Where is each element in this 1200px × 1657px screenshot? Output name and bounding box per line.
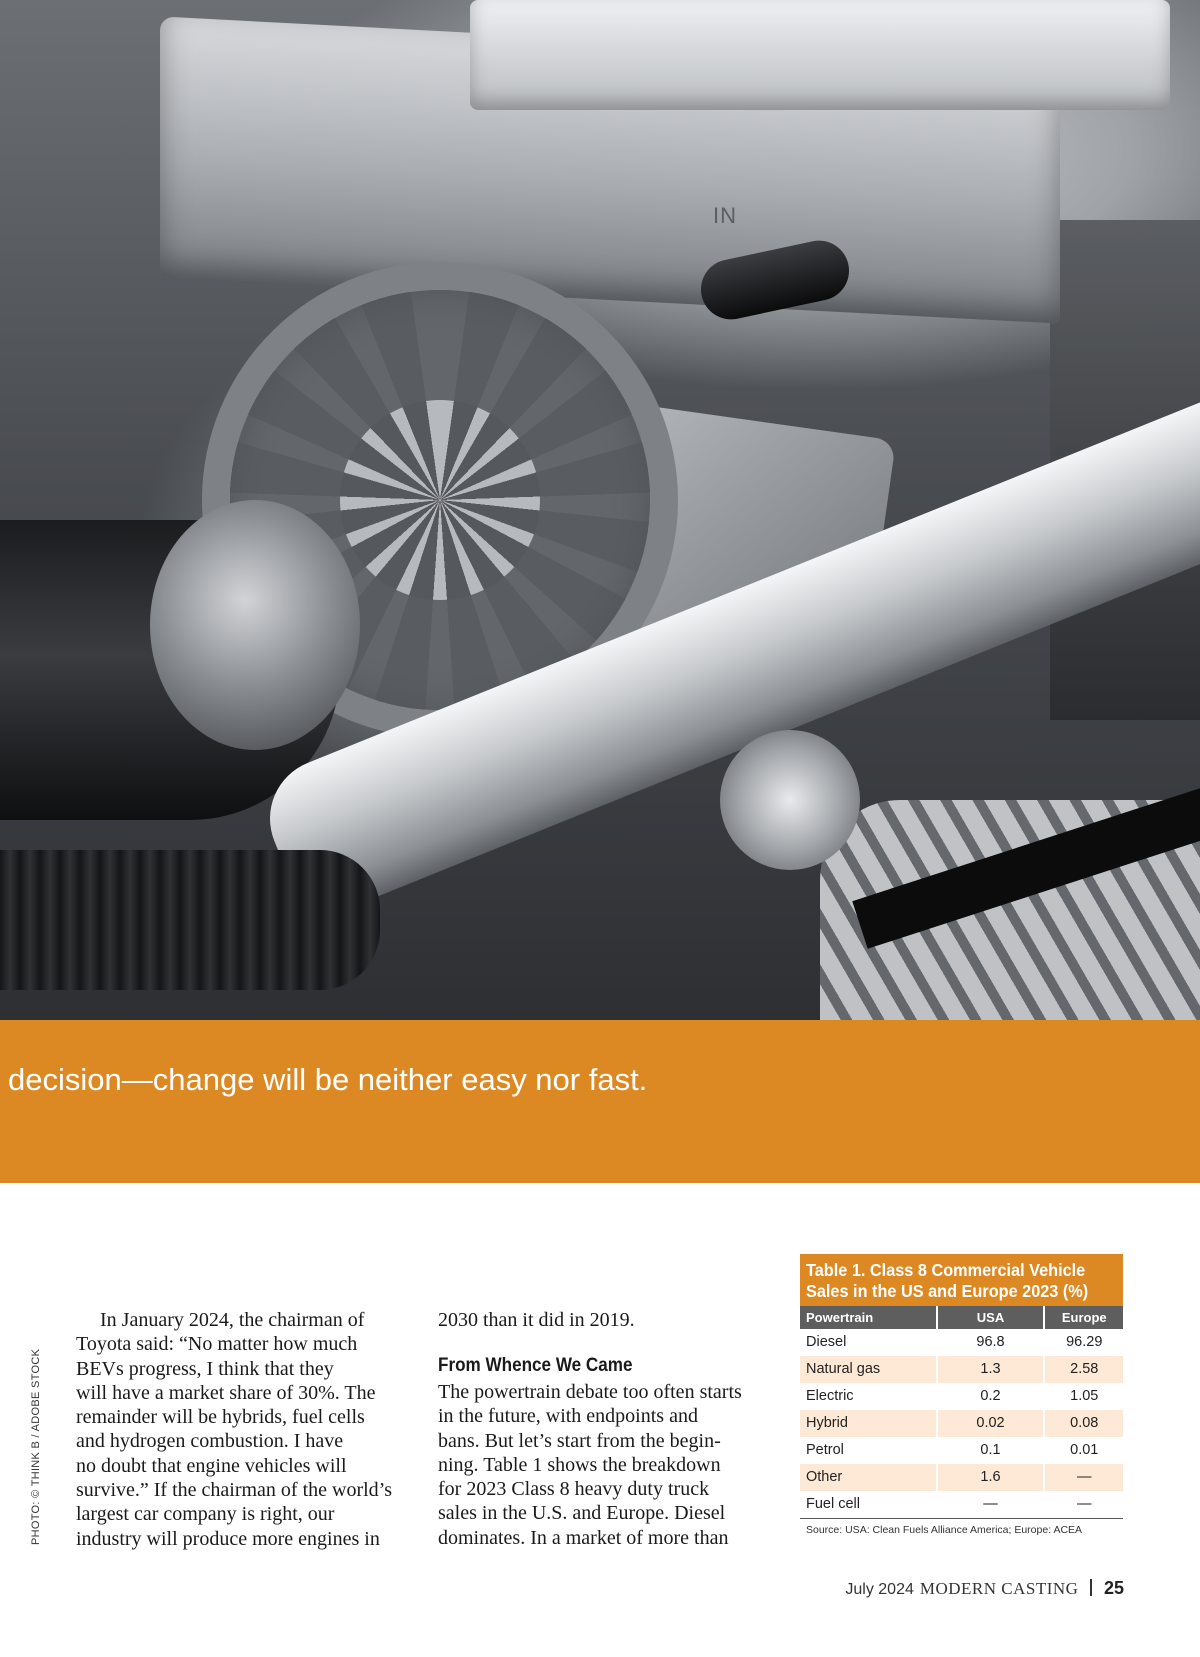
table-row: [800, 1383, 1123, 1410]
footer-magazine: MODERN CASTING: [919, 1579, 1079, 1598]
hero-hub-cap: [150, 500, 360, 750]
table-row: [800, 1410, 1123, 1437]
footer-month: July 2024: [845, 1581, 914, 1598]
table-row: [800, 1356, 1123, 1383]
paragraph-line: industry will produce more engines in: [76, 1527, 380, 1550]
cell-europe: —: [1045, 1464, 1123, 1491]
table-title-line: Table 1. Class 8 Commercial Vehicle: [806, 1260, 1086, 1280]
section-heading: From Whence We Came: [438, 1355, 633, 1376]
footer-divider: [1090, 1579, 1092, 1596]
header-powertrain: Powertrain: [800, 1306, 936, 1329]
hero-in-label: IN: [713, 203, 737, 228]
paragraph-line: no doubt that engine vehicles will: [76, 1454, 347, 1477]
paragraph-line: The powertrain debate too often starts: [438, 1381, 742, 1403]
paragraph-line: remainder will be hybrids, fuel cells: [76, 1406, 365, 1429]
cell-usa: 0.02: [938, 1410, 1044, 1437]
cell-europe: 96.29: [1045, 1329, 1123, 1356]
cell-usa: —: [938, 1491, 1044, 1518]
page-number: 25: [1103, 1578, 1124, 1598]
paragraph-line: for 2023 Class 8 heavy duty truck: [438, 1478, 710, 1501]
table-title-line: Sales in the US and Europe 2023 (%): [806, 1281, 1089, 1301]
cell-europe: 0.01: [1045, 1437, 1123, 1464]
paragraph-line: survive.” If the chairman of the world’s: [76, 1479, 393, 1502]
paragraph-line: dominates. In a market of more than: [438, 1526, 729, 1549]
table-row: [800, 1329, 1123, 1356]
table-row: [800, 1491, 1123, 1519]
paragraph-line: BEVs progress, I think that they: [76, 1357, 334, 1380]
table-title: [800, 1254, 1123, 1306]
cell-powertrain: Electric: [800, 1383, 936, 1410]
article-column-2-continuation: [438, 1308, 778, 1332]
cell-powertrain: Petrol: [800, 1437, 936, 1464]
cell-europe: —: [1045, 1491, 1123, 1518]
table-body: [800, 1329, 1123, 1519]
paragraph-line: In January 2024, the chairman of: [100, 1309, 365, 1331]
hero-housing-lid: [470, 0, 1170, 110]
article-column-2: [438, 1380, 778, 1550]
paragraph-line: sales in the U.S. and Europe. Diesel: [438, 1502, 726, 1525]
cell-usa: 1.6: [938, 1464, 1044, 1491]
hero-knuckle: [720, 730, 860, 870]
header-europe: Europe: [1045, 1306, 1123, 1329]
cell-powertrain: Other: [800, 1464, 936, 1491]
cell-usa: 0.2: [938, 1383, 1044, 1410]
table-row: [800, 1464, 1123, 1491]
paragraph-line: in the future, with endpoints and: [438, 1405, 698, 1428]
cell-usa: 0.1: [938, 1437, 1044, 1464]
cell-europe: 1.05: [1045, 1383, 1123, 1410]
table-source: Source: USA: Clean Fuels Alliance America; Europe: ACEA: [806, 1524, 1083, 1536]
cell-powertrain: Diesel: [800, 1329, 936, 1356]
table-header-row: [800, 1306, 1123, 1329]
cell-usa: 96.8: [938, 1329, 1044, 1356]
cell-europe: 0.08: [1045, 1410, 1123, 1437]
article-column-1: [76, 1308, 406, 1551]
paragraph-line: largest car company is right, our: [76, 1503, 335, 1526]
paragraph-line: Toyota said: “No matter how much: [76, 1333, 358, 1356]
sales-table: [800, 1254, 1123, 1536]
photo-credit: PHOTO: © THINK B / ADOBE STOCK: [30, 1348, 42, 1545]
hero-rubber-boot: [0, 850, 380, 990]
header-usa: USA: [938, 1306, 1044, 1329]
paragraph-line: and hydrogen combustion. I have: [76, 1430, 344, 1453]
table-row: [800, 1437, 1123, 1464]
paragraph-line: ning. Table 1 shows the breakdown: [438, 1453, 721, 1476]
cell-powertrain: Fuel cell: [800, 1491, 936, 1518]
pull-quote-text: decision—change will be neither easy nor fast.: [8, 1062, 648, 1097]
page-footer: [845, 1578, 1124, 1599]
paragraph-line: will have a market share of 30%. The: [76, 1381, 376, 1404]
cell-europe: 2.58: [1045, 1356, 1123, 1383]
paragraph-line: 2030 than it did in 2019.: [438, 1309, 635, 1331]
paragraph-line: bans. But let’s start from the begin-: [438, 1429, 721, 1452]
cell-usa: 1.3: [938, 1356, 1044, 1383]
cell-powertrain: Hybrid: [800, 1410, 936, 1437]
cell-powertrain: Natural gas: [800, 1356, 936, 1383]
pull-quote-band: [0, 1020, 1200, 1183]
